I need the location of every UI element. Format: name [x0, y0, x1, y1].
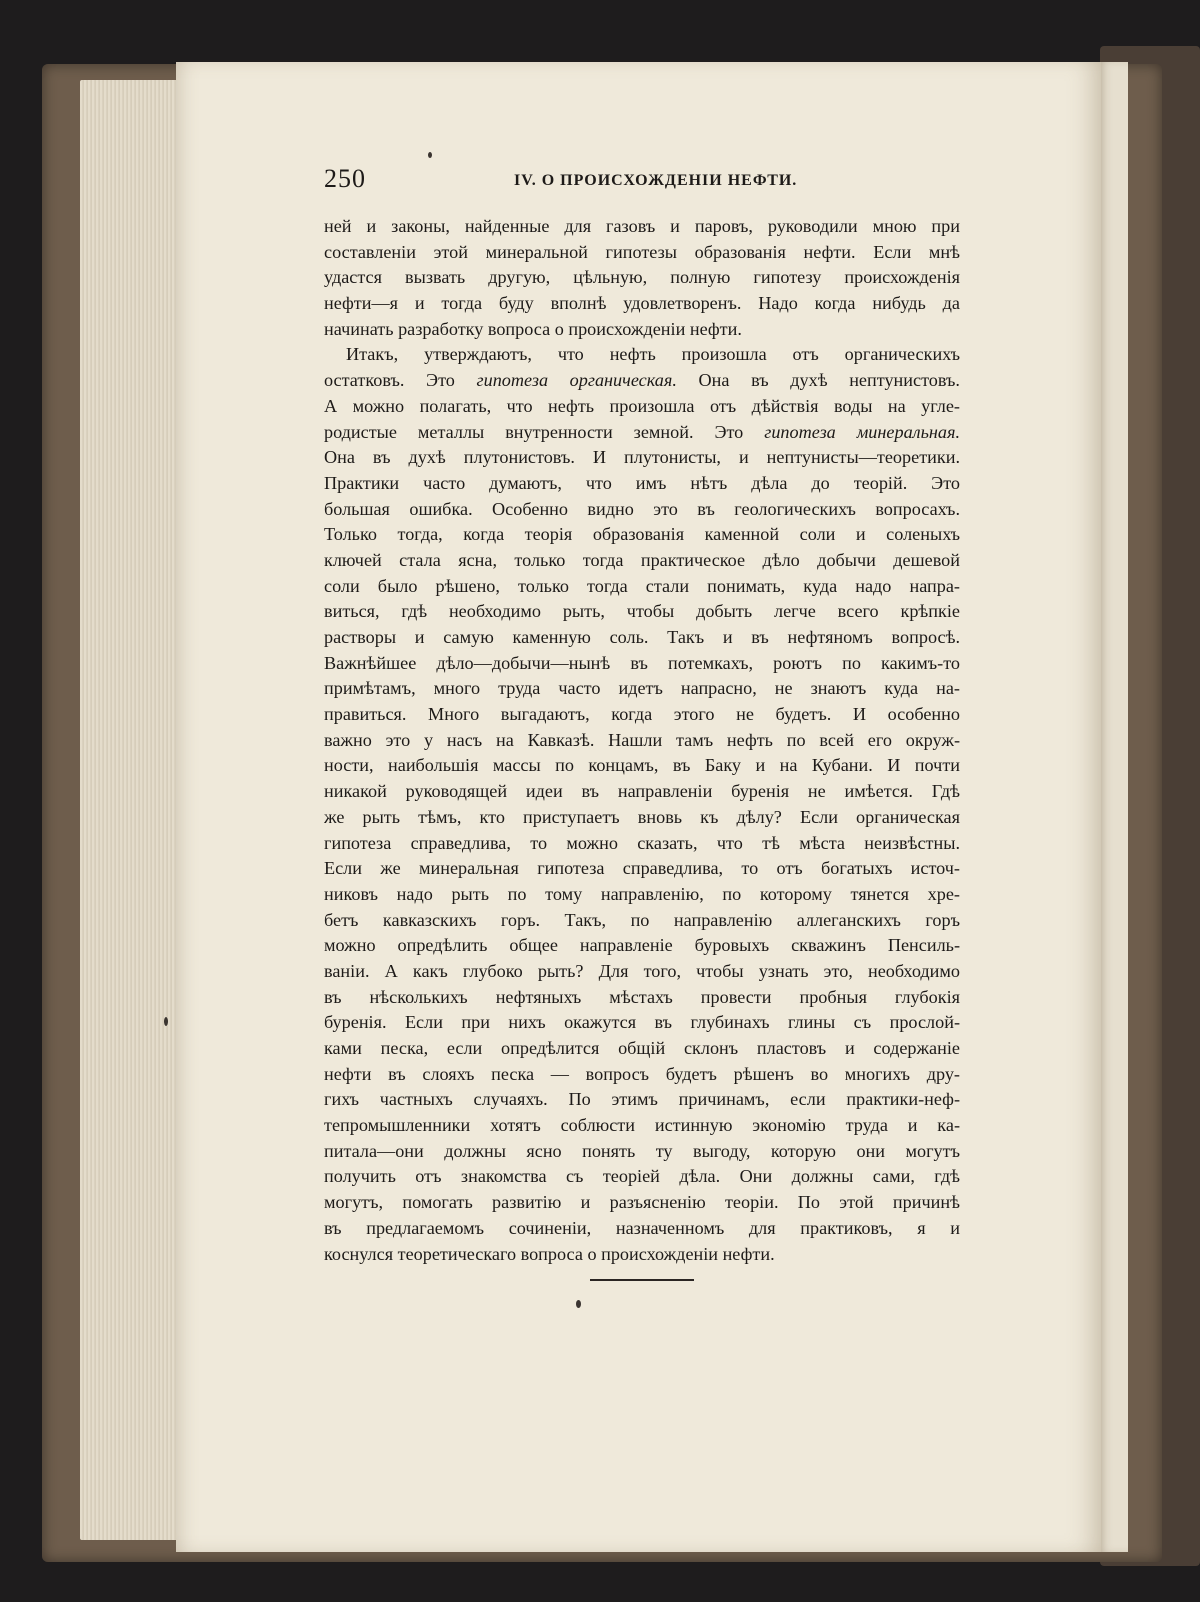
text-line: въ нѣсколькихъ нефтяныхъ мѣстахъ провести пробныя глубокія	[324, 986, 960, 1007]
text-line: Только тогда, когда теорія образованія каменной соли и соленыхъ	[324, 524, 960, 545]
text-line: виться, гдѣ необходимо рыть, чтобы добыть легче всего крѣпкіе	[324, 601, 960, 622]
text-line: буренія. Если при нихъ окажутся въ глубинахъ глины съ прослой-	[324, 1012, 960, 1033]
paragraph	[324, 214, 960, 342]
text-line: нефти въ слояхъ песка — вопросъ будетъ рѣшенъ во многихъ дру-	[324, 1063, 960, 1084]
text-line: Важнѣйшее дѣло—добычи—нынѣ въ потемкахъ, роютъ по какимъ-то	[324, 652, 960, 673]
text-line: важно это у насъ на Кавказѣ. Нашли тамъ нефть по всей его окруж-	[324, 729, 960, 750]
body-text	[324, 214, 960, 1267]
text-line: можно опредѣлить общее направленіе буровыхъ скважинъ Пенсиль-	[324, 935, 960, 956]
closing-rule	[590, 1279, 694, 1281]
ink-speck	[576, 1300, 581, 1308]
text-line: Итакъ, утверждаютъ, что нефть произошла отъ органическихъ	[346, 344, 960, 365]
text-line: никовъ надо рыть по тому направленію, по которому тянется хре-	[324, 883, 960, 904]
text-line: нефти—я и тогда буду вполнѣ удовлетворенъ. Надо когда нибудь да	[324, 293, 960, 314]
ink-speck	[428, 152, 432, 158]
text-line: же рыть тѣмъ, кто приступаетъ вновь къ дѣлу? Если органическая	[324, 806, 960, 827]
text-line: примѣтамъ, много труда часто идетъ напрасно, не знаютъ куда на-	[324, 678, 960, 699]
text-line: ключей стала ясна, только тогда практическое дѣло добычи дешевой	[324, 549, 960, 570]
book-page	[176, 62, 1101, 1552]
page-header	[324, 164, 950, 198]
text-line-italic-organic	[324, 368, 960, 394]
text-line: никакой руководящей идеи въ направленіи буренія не имѣется. Гдѣ	[324, 781, 960, 802]
text-line: гипотеза справедлива, то можно сказать, что тѣ мѣста неизвѣстны.	[324, 832, 960, 853]
text-line: ности, наибольшія массы по концамъ, въ Баку и на Кубани. И почти	[324, 755, 960, 776]
text-line: Если же минеральная гипотеза справедлива, то отъ богатыхъ источ-	[324, 858, 960, 879]
text-line: Она въ духѣ плутонистовъ. И плутонисты, и нептунисты—теоретики.	[324, 447, 960, 468]
italic-term-mineral: гипотеза минеральная.	[764, 421, 960, 442]
text-line: могутъ, помогать развитію и разъясненію теоріи. По этой причинѣ	[324, 1192, 960, 1213]
text-line-italic-mineral	[324, 420, 960, 446]
text-line: Практики часто думаютъ, что имъ нѣтъ дѣла до теорій. Это	[324, 472, 960, 493]
text-line: гихъ частныхъ случаяхъ. По этимъ причинамъ, если практики-неф-	[324, 1089, 960, 1110]
text-line: А можно полагать, что нефть произошла отъ дѣйствія воды на угле-	[324, 395, 960, 416]
text-line: составленіи этой минеральной гипотезы образованія нефти. Если мнѣ	[324, 241, 960, 262]
text-segment: родистые металлы внутренности земной. Это	[324, 421, 765, 442]
italic-term-organic: гипотеза органическая.	[476, 370, 677, 391]
text-line: тепромышленники хотятъ соблюсти истинную экономію труда и ка-	[324, 1115, 960, 1136]
paragraph	[324, 342, 960, 1267]
text-line: удастся вызвать другую, цѣльную, полную гипотезу происхожденія	[324, 267, 960, 288]
text-segment: Она въ духѣ нептунистовъ.	[676, 370, 960, 391]
text-line: въ предлагаемомъ сочиненіи, назначенномъ для практиковъ, я и	[324, 1217, 960, 1238]
text-line: питала—они должны ясно понять ту выгоду, которую они могутъ	[324, 1140, 960, 1161]
facing-page-edge	[1098, 62, 1128, 1552]
text-line: получить отъ знакомства съ теоріей дѣла. Они должны сами, гдѣ	[324, 1166, 960, 1187]
text-line: ками песка, если опредѣлится общій склонъ пластовъ и содержаніе	[324, 1038, 960, 1058]
text-line: соли было рѣшено, только тогда стали понимать, куда надо напра-	[324, 575, 960, 596]
page-number: 250	[324, 164, 366, 193]
text-line: большая ошибка. Особенно видно это въ геологическихъ вопросахъ.	[324, 498, 960, 519]
text-segment: остатковъ. Это	[324, 370, 477, 391]
text-line: ваніи. А какъ глубоко рыть? Для того, чтобы узнать это, необходимо	[324, 960, 960, 981]
ink-speck	[164, 1017, 168, 1026]
text-line: растворы и самую каменную соль. Такъ и въ нефтяномъ вопросѣ.	[324, 627, 960, 647]
text-line: бетъ кавказскихъ горъ. Такъ, по направленію аллеганскихъ горъ	[324, 909, 960, 930]
text-line: ней и законы, найденные для газовъ и паровъ, руководили мною при	[324, 216, 960, 236]
text-line: коснулся теоретическаго вопроса о происхожденіи нефти.	[324, 1243, 775, 1264]
page-edges	[80, 80, 190, 1540]
text-line: начинать разработку вопроса о происхожденіи нефти.	[324, 318, 742, 339]
running-head: IV. О ПРОИСХОЖДЕНІИ НЕФТИ.	[514, 172, 798, 189]
text-line: правиться. Много выгадаютъ, когда этого не будетъ. И особенно	[324, 704, 960, 725]
